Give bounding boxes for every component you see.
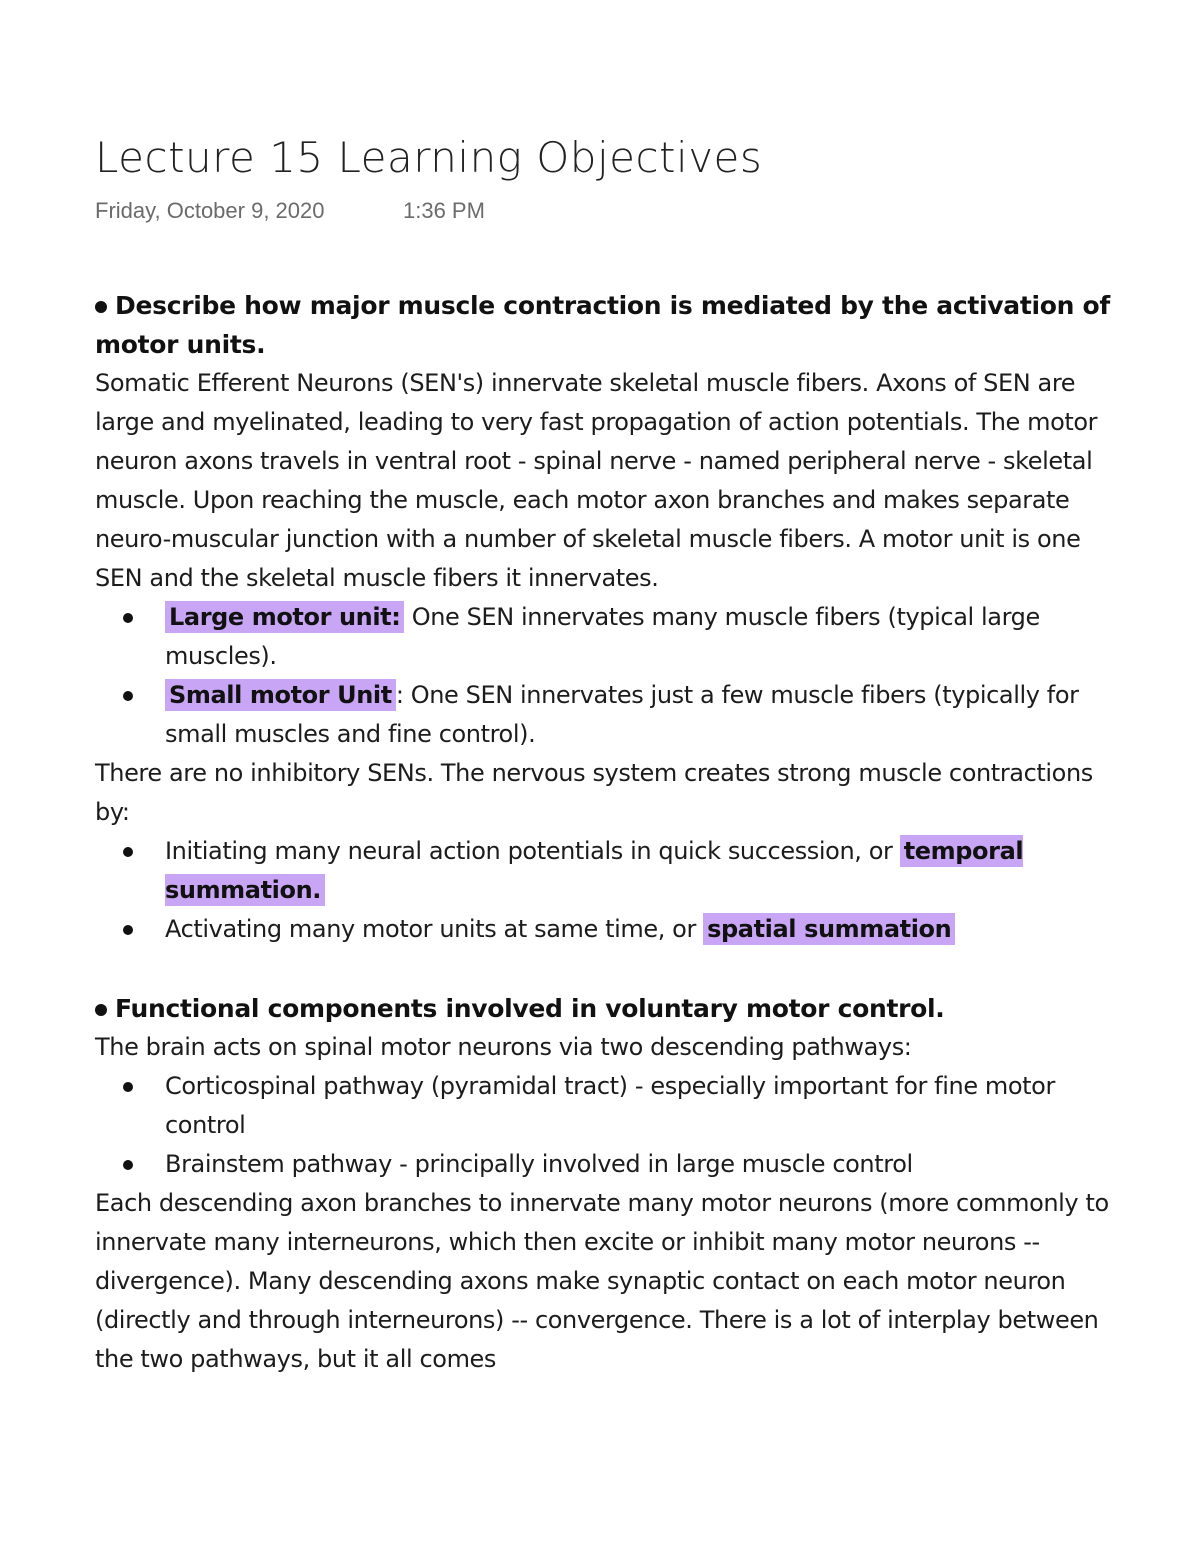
note-date: Friday, October 9, 2020 (95, 198, 325, 223)
highlighted-term: Small motor Unit (165, 679, 396, 711)
section-heading-text: Describe how major muscle contraction is mediated by the activation of motor units. (95, 291, 1110, 359)
highlighted-term: temporal summation. (165, 837, 1024, 904)
list-item-text: Activating many motor units at same time, or (165, 915, 704, 943)
section-intro: Somatic Efferent Neurons (SEN's) innervate skeletal muscle fibers. Axons of SEN are large and myelinated, leading to very fast propagation of action potentials. The motor neuron axons travels in ventral root - spinal nerve - named peripheral nerve - skeletal muscle. Upon reaching the muscle, each motor axon branches and makes separate neuro-muscular junction with a number of skeletal muscle fibers. A motor unit is one SEN and the skeletal muscle fibers it innervates. (95, 369, 1098, 592)
section-heading-motor-units (95, 286, 1125, 364)
highlighted-term: spatial summation (703, 913, 955, 945)
bullet-dot-icon (123, 1082, 133, 1092)
list-item-text: : One SEN innervates just a few muscle fibers (typically for small muscles and fine control). (165, 681, 1079, 748)
list-item (165, 1145, 1125, 1184)
note-page (95, 130, 1125, 1379)
list-item-text: Initiating many neural action potentials in quick succession, or (165, 837, 900, 865)
bullet-dot-icon (95, 1004, 107, 1016)
pathway-list (95, 1067, 1125, 1184)
list-item (165, 1067, 1125, 1145)
highlighted-term: Large motor unit: (165, 601, 404, 633)
spacer (95, 949, 1125, 989)
bullet-dot-icon (123, 691, 133, 701)
bullet-dot-icon (123, 613, 133, 623)
page-title: Lecture 15 Learning Objectives (95, 133, 763, 182)
section-heading-motor-control (95, 989, 1125, 1028)
list-item-text: Brainstem pathway - principally involved in large muscle control (165, 1150, 913, 1178)
list-item (165, 598, 1125, 676)
bullet-dot-icon (123, 847, 133, 857)
section-heading-text: Functional components involved in voluntary motor control. (115, 994, 945, 1023)
section-closing-text: Each descending axon branches to innervate many motor neurons (more commonly to innervate many interneurons, which then excite or inhibit many motor neurons -- divergence). Many descending axons make synaptic contact on each motor neuron (directly and through interneurons) -- convergence. There is a lot of interplay between the two pathways, but it all comes (95, 1189, 1109, 1373)
note-time: 1:36 PM (403, 198, 485, 223)
note-metadata (95, 198, 1125, 228)
list-item-text: Corticospinal pathway (pyramidal tract) - especially important for fine motor control (165, 1072, 1055, 1139)
section-middle-text: There are no inhibitory SENs. The nervous system creates strong muscle contractions by: (95, 759, 1093, 826)
bullet-dot-icon (123, 1160, 133, 1170)
motor-unit-list (95, 598, 1125, 754)
list-item (165, 676, 1125, 754)
spacer (95, 228, 1125, 286)
list-item (165, 832, 1125, 910)
list-item-text: One SEN innervates many muscle fibers (typical large muscles). (165, 603, 1040, 670)
bullet-dot-icon (123, 925, 133, 935)
summation-list (95, 832, 1125, 949)
section-intro: The brain acts on spinal motor neurons via two descending pathways: (95, 1033, 912, 1061)
bullet-dot-icon (95, 301, 107, 313)
list-item (165, 910, 1125, 949)
